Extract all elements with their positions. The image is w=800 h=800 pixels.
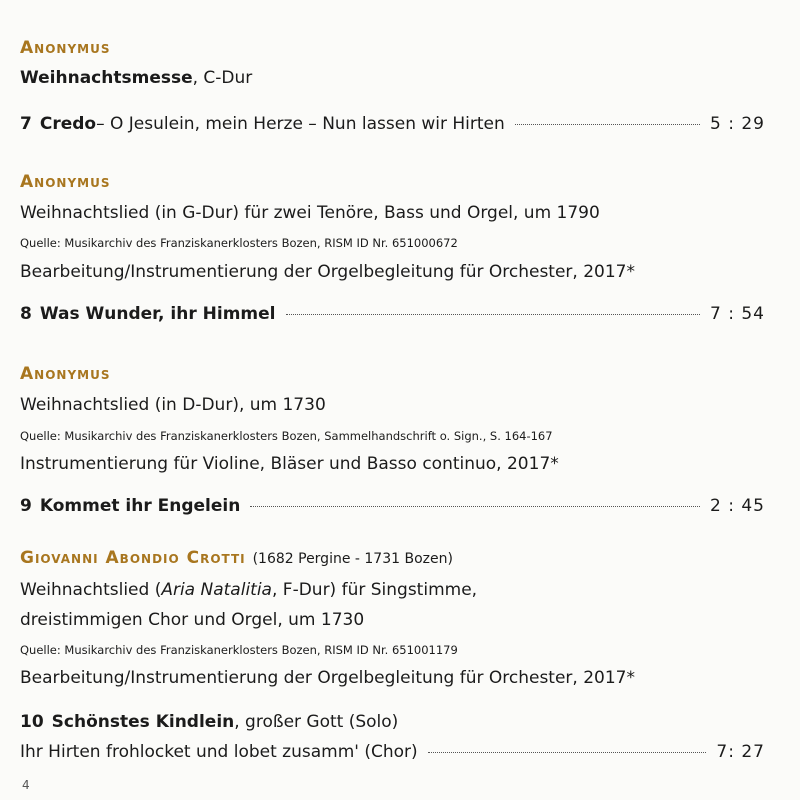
track-title: Was Wunder, ihr Himmel	[39, 304, 276, 324]
arrangement-note: Bearbeitung/Instrumentierung der Orgelbegleitung für Orchester, 2017*	[20, 262, 635, 282]
track-subtitle: – O Jesulein, mein Herze – Nun lassen wir Hirten	[96, 114, 505, 134]
track-entry-line2	[20, 742, 765, 762]
work-title-line2: dreistimmigen Chor und Orgel, um 1730	[20, 610, 365, 630]
work-title-rest: , C-Dur	[192, 68, 253, 88]
dot-leader	[250, 506, 700, 507]
track-duration: 5 : 29	[710, 114, 765, 134]
track-title: Kommet ihr Engelein	[39, 496, 241, 516]
arrangement-note: Bearbeitung/Instrumentierung der Orgelbegleitung für Orchester, 2017*	[20, 668, 635, 688]
track-entry	[20, 114, 765, 134]
composer-name: Anonymus	[20, 364, 111, 384]
track-number: 10	[20, 712, 44, 732]
work-title-italic: Aria Natalitia	[161, 580, 272, 600]
track-title: Schönstes Kindlein	[51, 712, 235, 732]
track-entry	[20, 712, 765, 732]
track-entry	[20, 496, 765, 516]
source-note: Quelle: Musikarchiv des Franziskanerklosters Bozen, Sammelhandschrift o. Sign., S. 164-167	[20, 429, 553, 443]
dot-leader	[286, 314, 701, 315]
track-subtitle: , großer Gott (Solo)	[234, 712, 399, 732]
source-note: Quelle: Musikarchiv des Franziskanerklosters Bozen, RISM ID Nr. 651000672	[20, 236, 458, 250]
work-title	[20, 68, 252, 88]
track-duration: 7 : 54	[710, 304, 765, 324]
track-title: Credo	[39, 114, 97, 134]
composer-name: Anonymus	[20, 38, 111, 58]
composer-header	[20, 548, 453, 568]
track-number: 9	[20, 496, 32, 516]
page-number: 4	[22, 778, 30, 792]
work-title: Weihnachtslied (in G-Dur) für zwei Tenöre, Bass und Orgel, um 1790	[20, 203, 600, 223]
track-entry	[20, 304, 765, 324]
work-title: Weihnachtslied (in D-Dur), um 1730	[20, 395, 326, 415]
composer-name: Anonymus	[20, 172, 111, 192]
arrangement-note: Instrumentierung für Violine, Bläser und Basso continuo, 2017*	[20, 454, 559, 474]
dot-leader	[428, 752, 707, 753]
work-title	[20, 580, 477, 600]
track-number: 7	[20, 114, 32, 134]
composer-name: Giovanni Abondio Crotti	[20, 548, 246, 568]
work-title-bold: Weihnachtsmesse	[20, 68, 193, 88]
track-duration: 2 : 45	[710, 496, 765, 516]
track-number: 8	[20, 304, 32, 324]
track-subtitle-line2: Ihr Hirten frohlocket und lobet zusamm' (Chor)	[20, 742, 418, 762]
dot-leader	[515, 124, 700, 125]
track-duration: 7: 27	[716, 742, 765, 762]
composer-lifespan: (1682 Pergine - 1731 Bozen)	[252, 551, 453, 567]
source-note: Quelle: Musikarchiv des Franziskanerklosters Bozen, RISM ID Nr. 651001179	[20, 643, 458, 657]
work-title-post: , F-Dur) für Singstimme,	[271, 580, 478, 600]
work-title-pre: Weihnachtslied (	[20, 580, 162, 600]
